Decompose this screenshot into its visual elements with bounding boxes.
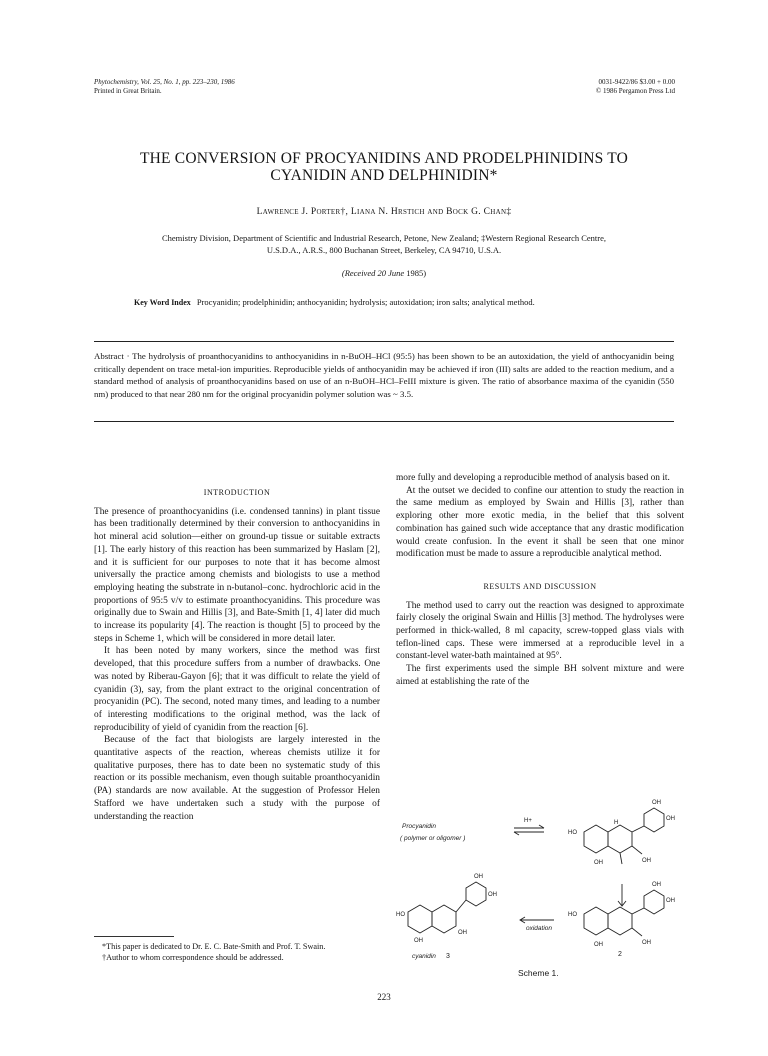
abstract: Abstract · The hydrolysis of proanthocyanidins to anthocyanidins in n-BuOH–HCl (95:5) has been shown to be an autoxidation, the yield of anthocyanidin being critically dependent on trace metal-ion impurities. Reproducible yields of anthocyanidin may be achieved if iron (III) salts are added to the reaction medium, and a standard method of analysis of proanthocyanidins based on use of an n-BuOH–HCl–FeIII mixture is given. The ratio of absorbance maxima of the cyanidin (550 nm) produced to that near 280 nm for the original procyanidin polymer solution was ~ 3.5. xyxy=(94,351,674,399)
oh-label-4: OH xyxy=(642,858,651,864)
affiliation-line-2: U.S.D.A., A.R.S., 800 Buchanan Street, Berkeley, CA 94710, U.S.A. xyxy=(266,245,502,255)
compound-2-number: 2 xyxy=(618,951,622,958)
journal-citation: Phytochemistry, Vol. 25, No. 1, pp. 223–230, 1986 xyxy=(94,78,235,86)
divider-bottom xyxy=(94,421,674,422)
affiliation-line-1: Chemistry Division, Department of Scientific and Industrial Research, Petone, New Zealand; ‡Western Regional Research Centre, xyxy=(161,233,607,243)
oh-label-6: OH xyxy=(666,898,675,904)
cyanidin-label: cyanidin xyxy=(412,953,436,960)
paper-title xyxy=(80,150,688,184)
right-paragraph-2: At the outset we decided to confine our attention to study the reaction in the same medium as employed by Swain and Hillis [3], rather than exploring other more exotic media, in the belief that this solvent combination has gained such wide acceptance that any drastic modification would create confusion. In the event it shall be seen that one minor modification must be made to assure a reproducible analytical method. xyxy=(396,485,684,560)
footnote-rule xyxy=(94,936,174,937)
authors: Lawrence J. Porter†, Liana N. Hrstich and Bock G. Chan‡ xyxy=(256,207,512,217)
intro-paragraph-3: Because of the fact that biologists are largely interested in the quantitative aspects of the reaction, whereas chemists utilize it for qualitative purposes, there has to date been no systematic study of this reaction or its possible mechanism, even though suitable proanthocyanidin (PA) standards are now available. At the suggestion of Professor Helen Stafford we have undertaken such a study with the purpose of understanding the reaction xyxy=(94,735,380,822)
compound-3-number: 3 xyxy=(446,953,450,960)
continued-paragraph: more fully and developing a reproducible method of analysis based on it. xyxy=(396,473,670,483)
copyright-notice: © 1986 Pergamon Press Ltd xyxy=(595,87,675,95)
scheme-1-figure xyxy=(396,784,692,980)
left-column xyxy=(94,487,380,823)
procyanidin-label: Procyanidin xyxy=(402,823,436,830)
oh-label-11: OH xyxy=(414,938,423,944)
intro-paragraph-1: The presence of proanthocyanidins (i.e. condensed tannins) in plant tissue has been traditionally determined by their conversion to anthocyanidins in hot mineral acid solution—either on ground-up tissue or suitable extracts [1]. The early history of this reaction has been summarized by Haslam [2], and it is sufficient for our purposes to note that it has become almost universally the practice among chemists and biologists to use a method employing heating the substrate in n-butanol–conc. hydrochloric acid in the proportions of 95:5 v/v to estimate proanthocyanidins. This procedure was originally due to Swain and Hillis [3], and Bate-Smith [1, 4] later did much to increase its popularity [4]. The reaction is thought [5] to proceed by the steps in Scheme 1, which will be considered in more detail later. xyxy=(94,506,380,644)
oh-label-7: OH xyxy=(594,942,603,948)
results-paragraph-1: The method used to carry out the reaction was designed to approximate fairly closely the original Swain and Hillis [3] method. The hydrolyses were performed in thick-walled, 8 ml capacity, screw-topped glass vials with teflon-lined caps. These were immersed at a reproducible level in a constant-level water-bath maintained at 95°. xyxy=(396,600,684,662)
title-line-2: CYANIDIN AND DELPHINIDIN* xyxy=(270,167,498,184)
scheme-caption: Scheme 1. xyxy=(518,968,559,978)
structure-cyanidin xyxy=(408,882,486,933)
journal-reference xyxy=(94,78,235,96)
results-paragraph-2: The first experiments used the simple BH solvent mixture and were aimed at establishing the rate of the xyxy=(396,664,684,687)
footnote-dedication: *This paper is dedicated to Dr. E. C. Bate-Smith and Prof. T. Swain. xyxy=(102,942,326,951)
received-date xyxy=(80,268,688,278)
footnote-correspondence: †Author to whom correspondence should be addressed. xyxy=(102,953,284,962)
oxidation-label: oxidation xyxy=(526,925,553,932)
printed-in: Printed in Great Britain. xyxy=(94,87,162,95)
page-number: 223 xyxy=(377,992,391,1002)
section-heading-results: RESULTS AND DISCUSSION xyxy=(483,581,597,591)
acid-label: H+ xyxy=(524,818,532,824)
received-prefix: (Received xyxy=(341,268,376,278)
received-suffix: 1985) xyxy=(406,268,427,278)
oh-label-10: OH xyxy=(488,892,497,898)
intro-paragraph-2: It has been noted by many workers, since the method was first developed, that this procedure suffers from a number of drawbacks. One was noted by Riberau-Gayon [6]; that it was difficult to relate the yield of cyanidin (3), say, from the plant extract to the original concentration of procyanidin (PC). The second, noted many times, and leading to a number of interesting modifications to the original method, was the lack of reproducibility of yield of cyanidin from the reaction [6]. xyxy=(94,646,380,733)
oh-label-1: OH xyxy=(652,800,661,806)
oh-label-2: OH xyxy=(666,816,675,822)
oh-label-3: OH xyxy=(594,860,603,866)
ho-label-3: HO xyxy=(396,912,405,918)
oh-label-9: OH xyxy=(474,874,483,880)
section-heading-introduction: INTRODUCTION xyxy=(203,488,271,497)
oh-label-8: OH xyxy=(642,940,651,946)
polymer-label: ( polymer or oligomer ) xyxy=(400,835,466,842)
structure-2 xyxy=(584,890,664,936)
oh-label-12: OH xyxy=(458,930,467,936)
h-label-1: H xyxy=(614,820,619,826)
keywords-text: Procyanidin; prodelphinidin; anthocyanidin; hydrolysis; autoxidation; iron salts; analytical method. xyxy=(196,297,535,307)
copyright-block xyxy=(596,78,675,96)
ho-label-2: HO xyxy=(568,912,577,918)
ho-label-1: HO xyxy=(568,830,577,836)
footnotes xyxy=(94,936,380,963)
right-column xyxy=(396,472,684,689)
issn-price: 0031-9422/86 $3.00 + 0.00 xyxy=(598,78,675,86)
title-line-1: THE CONVERSION OF PROCYANIDINS AND PRODELPHINIDINS TO xyxy=(140,150,628,167)
structure-flav3en-top xyxy=(584,808,664,864)
keywords-label: Key Word Index xyxy=(134,298,191,307)
affiliations xyxy=(94,232,674,256)
divider-top xyxy=(94,341,674,342)
received-day-month: 20 June xyxy=(377,268,405,278)
keyword-index xyxy=(134,296,674,309)
oh-label-5: OH xyxy=(652,882,661,888)
